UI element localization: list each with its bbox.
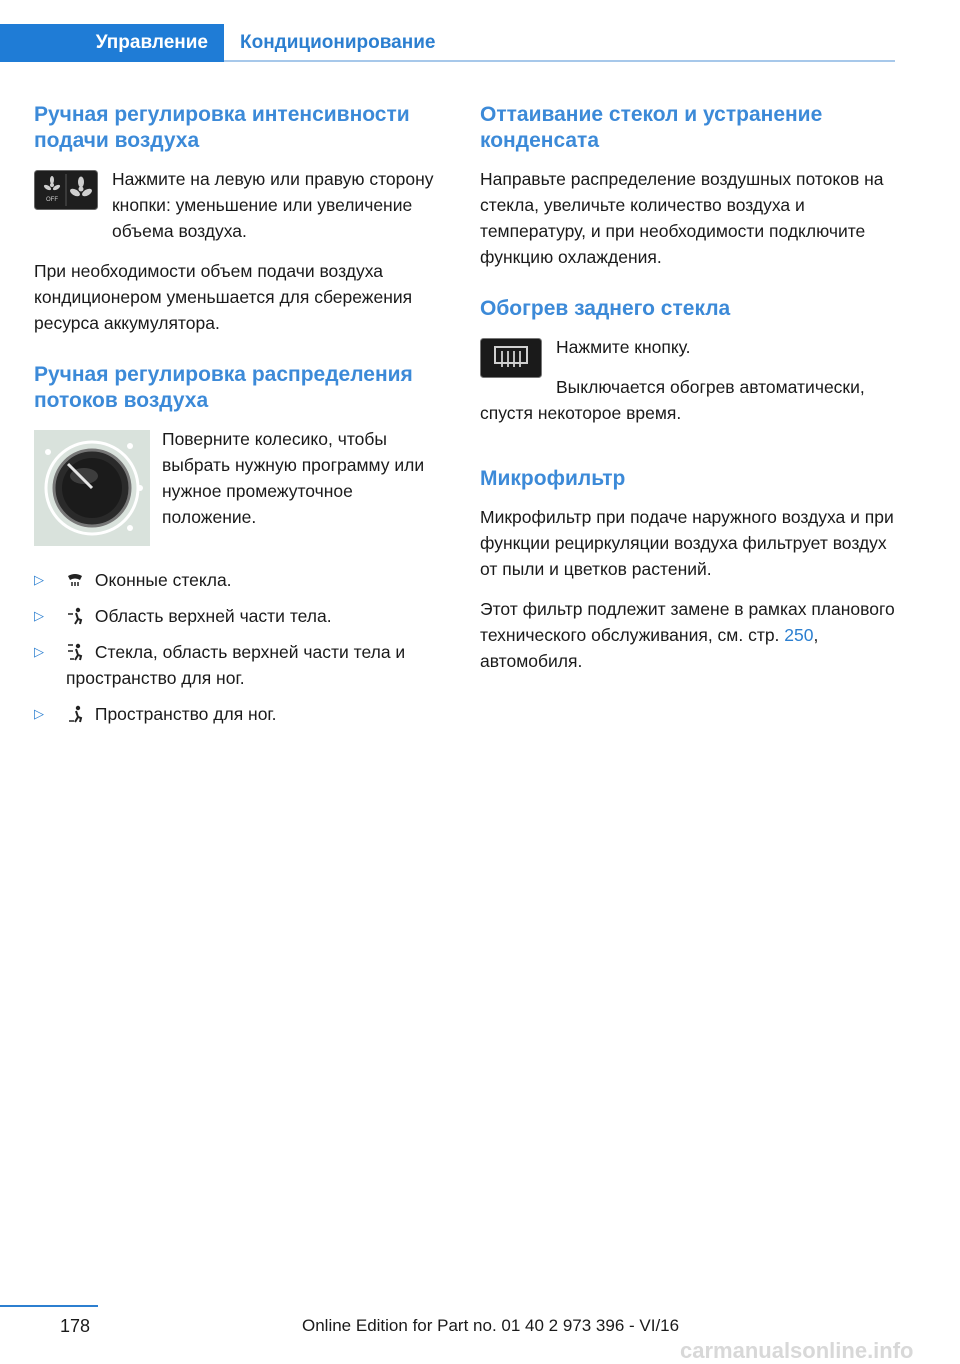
defrost-text: Направьте распределение воздушных потоков на стекла, увеличьте количество воздуха и температуру, и при необходимости подключите функцию охлаждения. xyxy=(480,169,884,267)
option-footwell: Пространство для ног. xyxy=(94,704,277,724)
right-column xyxy=(480,102,896,688)
air-distribution-text: Поверните колесико, чтобы выбрать нужную программу или нужное промежуточное положение. xyxy=(162,429,425,527)
triangle-bullet-icon: ▷ xyxy=(34,644,44,659)
microfilter-service-text xyxy=(480,596,896,674)
windows-body-feet-icon xyxy=(66,642,84,662)
service-text-before: Этот фильтр подлежит замене в рамках планового технического обслуживания, см. стр. xyxy=(480,599,895,645)
triangle-bullet-icon: ▷ xyxy=(34,608,44,623)
triangle-bullet-icon: ▷ xyxy=(34,706,44,721)
heading-defrost: Оттаивание стекол и устранение конденсата xyxy=(480,103,823,152)
chapter-title: Кондиционирование xyxy=(240,32,436,53)
triangle-bullet-icon: ▷ xyxy=(34,572,44,587)
left-column xyxy=(34,102,446,737)
rear-defrost-button-image xyxy=(480,338,542,383)
header-divider xyxy=(224,60,895,62)
heading-microfilter: Микрофильтр xyxy=(480,467,626,490)
option-upper-body: Область верхней части тела. xyxy=(94,606,332,626)
air-volume-text: Нажмите на левую или правую сторону кнопки: уменьшение или увеличение объема воздуха. xyxy=(112,169,434,241)
footwell-icon xyxy=(66,704,84,724)
upper-body-icon xyxy=(66,606,84,626)
watermark: carmanualsonline.info xyxy=(680,1338,914,1363)
off-label: OFF xyxy=(46,197,58,203)
list-item xyxy=(34,639,446,691)
rear-defrost-icon xyxy=(480,338,542,378)
page-number: 178 xyxy=(60,1316,91,1336)
microfilter-text: Микрофильтр при подаче наружного воздуха и при функции рециркуляции воздуха фильтрует воздух от пыли и цветков растений. xyxy=(480,507,894,579)
option-all: Стекла, область верхней части тела и пространство для ног. xyxy=(66,642,406,688)
section-tab: Управление xyxy=(0,24,224,62)
list-item xyxy=(34,701,446,727)
distribution-options-list xyxy=(34,567,446,727)
list-item xyxy=(34,567,446,593)
heading-rear-window-heating: Обогрев заднего стекла xyxy=(480,297,731,320)
service-text-after: , автомобиля. xyxy=(480,625,819,671)
knob-icon xyxy=(34,430,150,546)
heading-air-volume: Ручная регулировка интенсивности подачи воздуха xyxy=(34,103,410,152)
edition-info: Online Edition for Part no. 01 40 2 973 396 - VI/16 xyxy=(302,1316,680,1335)
page-link-250[interactable]: 250 xyxy=(784,625,814,645)
windshield-icon xyxy=(66,570,84,590)
rear-heating-press: Нажмите кнопку. xyxy=(556,337,691,357)
rear-heating-auto-off: Выключается обогрев автоматически, спустя некоторое время. xyxy=(480,377,865,423)
option-windows: Оконные стекла. xyxy=(94,570,232,590)
air-volume-button-image xyxy=(34,170,98,215)
fan-button-icon xyxy=(34,170,98,210)
air-volume-note: При необходимости объем подачи воздуха кондиционером уменьшается для сбережения ресурса аккумулятора. xyxy=(34,261,413,333)
distribution-knob-image xyxy=(34,430,150,551)
page-header xyxy=(0,24,895,62)
heading-air-distribution: Ручная регулировка распределения потоков воздуха xyxy=(34,363,413,412)
footer-divider xyxy=(0,1305,98,1307)
list-item xyxy=(34,603,446,629)
